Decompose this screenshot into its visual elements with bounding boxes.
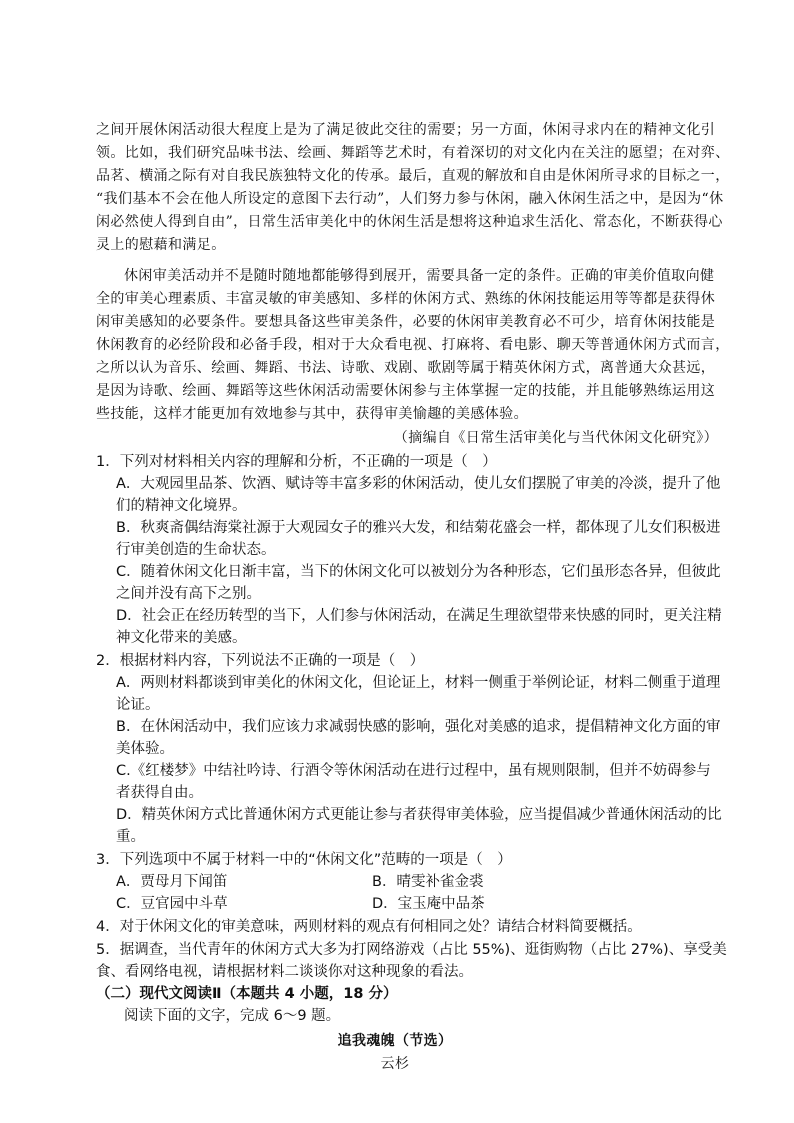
question-5-cont: 食、看网络电视，请根据材料二谈谈你对这种现象的看法。 — [96, 964, 473, 980]
article-author: 云杉 — [380, 1056, 410, 1072]
q3-option-b: B．晴雯补雀金裘 — [372, 874, 484, 890]
question-1-stem: 1．下列对材料相关内容的理解和分析，不正确的一项是（ ） — [96, 454, 497, 470]
section-heading: （二）现代文阅读Ⅱ（本题共 4 小题，18 分） — [96, 986, 398, 1002]
q2-option-d: D．精英休闲方式比普通休闲方式更能让参与者获得审美体验，应当提倡减少普通休闲活动的比 — [116, 807, 722, 823]
q1-option-c: C．随着休闲文化日渐丰富，当下的休闲文化可以被划分为各种形态，它们虽形态各异，但彼此 — [116, 564, 721, 580]
passage-line: 之所以认为音乐、绘画、舞蹈、书法、诗歌、戏剧、歌剧等属于精英休闲方式，离普通大众甚远， — [96, 360, 716, 376]
q2-option-a-cont: 论证。 — [116, 697, 160, 713]
q1-option-b: B．秋爽斋偶结海棠社源于大观园女子的雅兴大发，和结菊花盛会一样，都体现了儿女们积极进 — [116, 520, 721, 536]
passage-source: （摘编自《日常生活审美化与当代休闲文化研究》） — [393, 430, 718, 446]
section-instruction: 阅读下面的文字，完成 6～9 题。 — [124, 1008, 341, 1024]
q1-option-c-cont: 之间并没有高下之别。 — [116, 586, 261, 602]
q1-option-a-cont: 们的精神文化境界。 — [116, 498, 247, 514]
q1-option-b-cont: 行审美创造的生命状态。 — [116, 542, 276, 558]
passage-line: 品茗、横涌之际有对自我民族独特文化的传承。最后，直观的解放和自由是休闲所寻求的目标之一， — [96, 168, 730, 184]
passage-line: 之间开展休闲活动很大程度上是为了满足彼此交往的需要；另一方面，休闲寻求内在的精神文化引 — [96, 122, 716, 138]
q2-option-c: C.《红楼梦》中结社吟诗、行酒令等休闲活动在进行过程中，虽有规则限制，但并不妨碍参与 — [116, 763, 711, 779]
q1-option-a: A．大观园里品茶、饮酒、赋诗等丰富多彩的休闲活动，使儿女们摆脱了审美的冷淡，提升了他 — [116, 476, 721, 492]
passage-line: 休闲审美活动并不是随时随地都能够得到展开，需要具备一定的条件。正确的审美价值取向健 — [124, 268, 715, 284]
passage-line: 闲必然使人得到自由”，日常生活审美化中的休闲生活是想将这种追求生活化、常态化，不断获得心 — [96, 214, 723, 230]
q2-option-b: B．在休闲活动中，我们应该力求减弱快感的影响，强化对美感的追求，提倡精神文化方面的审 — [116, 719, 721, 735]
question-5: 5．据调查，当代青年的休闲方式大多为打网络游戏（占比 55%)、逛街购物（占比 27%)、享受美 — [96, 942, 727, 958]
passage-line: 些技能，这样才能更加有效地参与其中，获得审美愉趣的美感体验。 — [96, 406, 528, 422]
question-2-stem: 2．根据材料内容，下列说法不正确的一项是（ ） — [96, 653, 425, 669]
passage-line: 闲审美感知的必要条件。要想具备这些审美条件，必要的休闲审美教育必不可少，培育休闲技能是 — [96, 314, 716, 330]
q2-option-b-cont: 美体验。 — [116, 741, 174, 757]
question-3-stem: 3．下列选项中不属于材料一中的“休闲文化”范畴的一项是（ ） — [96, 852, 512, 868]
passage-line: “我们基本不会在他人所设定的意图下去行动”，人们努力参与休闲，融入休闲生活之中，是因为“休 — [96, 191, 724, 207]
q1-option-d-cont: 神文化带来的美感。 — [116, 630, 247, 646]
question-4: 4．对于休闲文化的审美意味，两则材料的观点有何相同之处？请结合材料简要概括。 — [96, 919, 642, 935]
passage-line: 全的审美心理素质、丰富灵敏的审美感知、多样的休闲方式、熟练的休闲技能运用等等都是获得休 — [96, 291, 716, 307]
passage-line: 是因为诗歌、绘画、舞蹈等这些休闲活动需要休闲参与主体掌握一定的技能，并且能够熟练运用这 — [96, 383, 716, 399]
q3-option-d: D．宝玉庵中品茶 — [372, 896, 485, 912]
q3-option-a: A．贾母月下闻笛 — [116, 874, 228, 890]
passage-line: 领。比如，我们研究品味书法、绘画、舞蹈等艺术时，有着深切的对文化内在关注的愿望；在对弈、 — [96, 145, 730, 161]
passage-line: 灵上的慰藉和满足。 — [96, 237, 226, 253]
passage-line: 休闲教育的必经阶段和必备手段，相对于大众看电视、打麻将、看电影、聊天等普通休闲方式而言， — [96, 337, 730, 353]
q2-option-c-cont: 者获得自由。 — [116, 785, 203, 801]
article-title: 追我魂魄（节选） — [337, 1033, 453, 1049]
q1-option-d: D．社会正在经历转型的当下，人们参与休闲活动，在满足生理欲望带来快感的同时，更关注精 — [116, 608, 722, 624]
q2-option-d-cont: 重。 — [116, 829, 145, 845]
q2-option-a: A．两则材料都谈到审美化的休闲文化，但论证上，材料一侧重于举例论证，材料二侧重于道理 — [116, 675, 721, 691]
q3-option-c: C．豆官园中斗草 — [116, 896, 228, 912]
